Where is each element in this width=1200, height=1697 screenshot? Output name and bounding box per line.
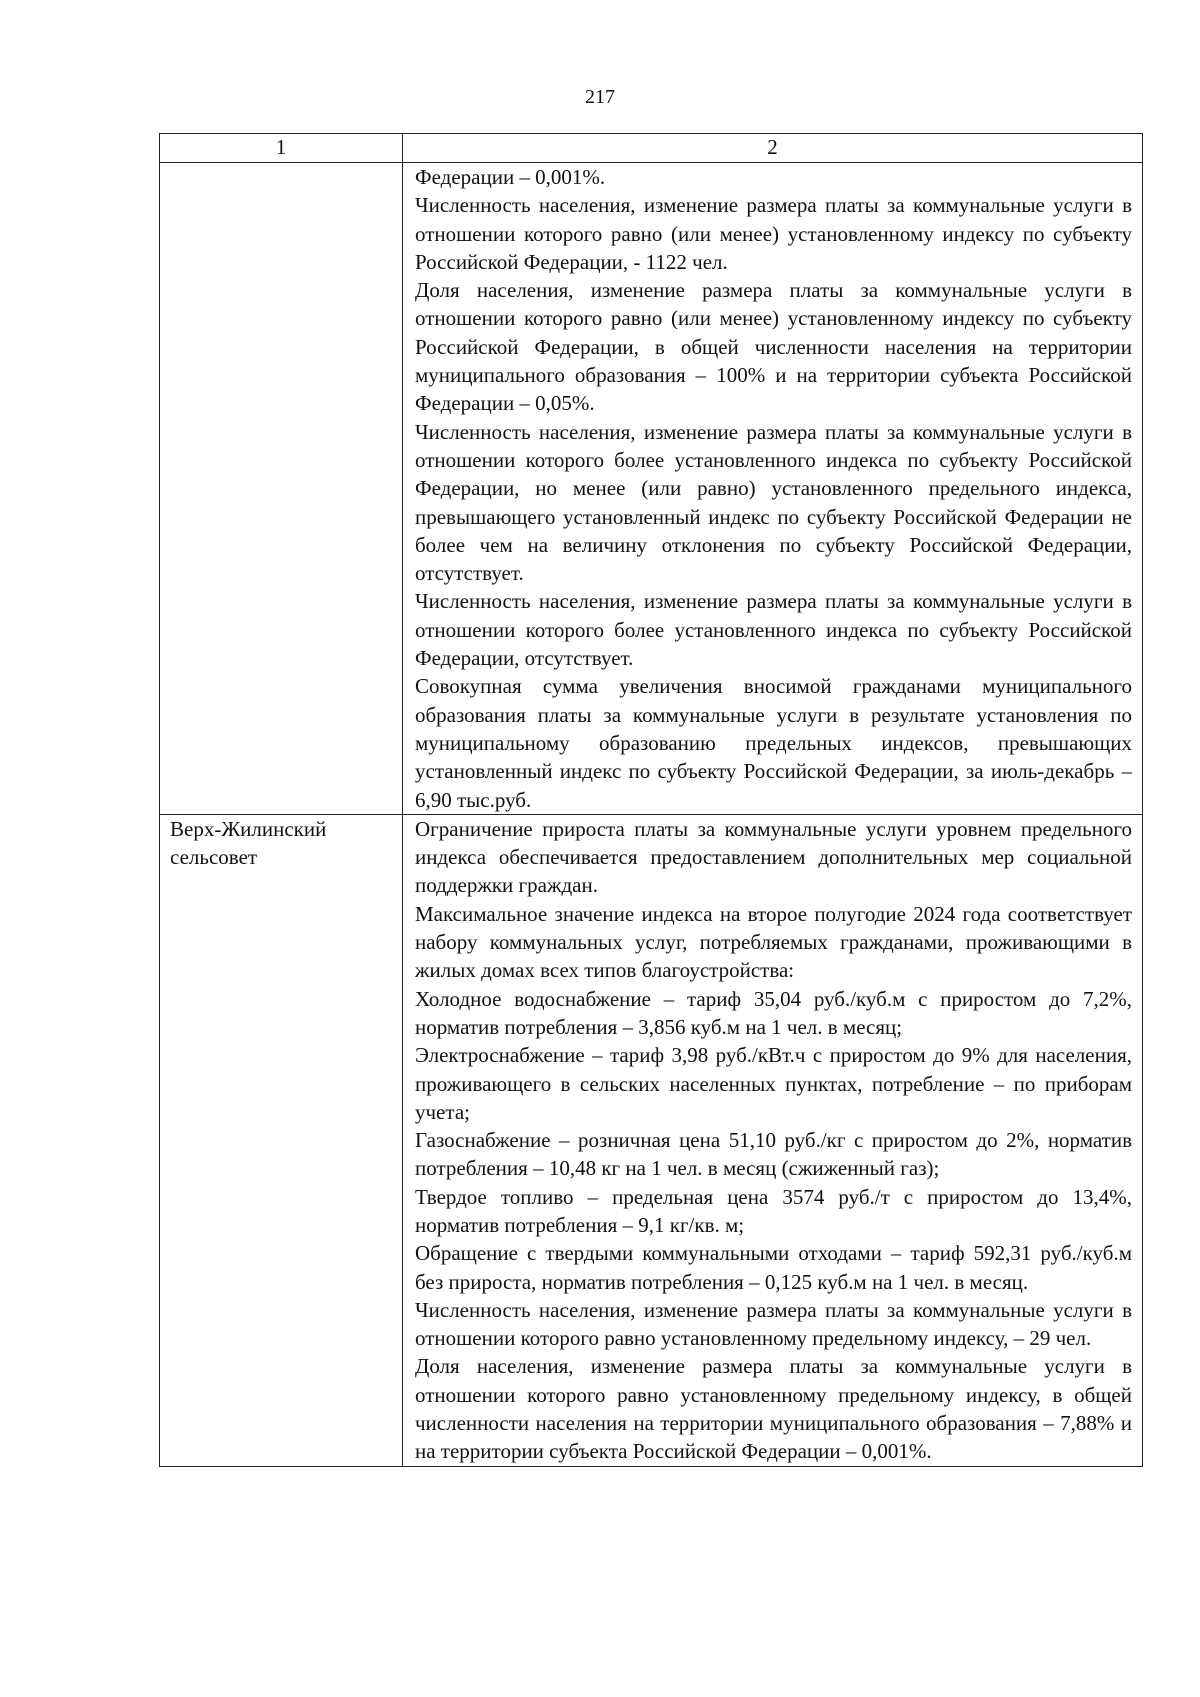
page-number: 217	[585, 86, 615, 108]
description-cell	[403, 163, 1143, 815]
column-header-2: 2	[403, 134, 1143, 163]
paragraph: Совокупная сумма увеличения вносимой гражданами муниципального образования платы за коммунальные услуги в результате установления по муниципальному образованию предельных индексов, превышающих установленный индекс по субъекту Российской Федерации, за июль-декабрь – 6,90 тыс.руб.	[415, 674, 1132, 812]
municipality-name-cell: Верх-Жилинский сельсовет	[160, 814, 403, 1466]
description-cell	[403, 814, 1143, 1466]
document-table	[159, 133, 1143, 1467]
paragraph: Численность населения, изменение размера платы за коммунальные услуги в отношении которого более установленного индекса по субъекту Российской Федерации, отсутствует.	[415, 589, 1132, 671]
paragraph: Газоснабжение – розничная цена 51,10 руб./кг с приростом до 2%, норматив потребления – 10,48 кг на 1 чел. в месяц (сжиженный газ);	[415, 1128, 1132, 1181]
table-row	[160, 163, 1143, 815]
table-header-row	[160, 134, 1143, 163]
paragraph: Электроснабжение – тариф 3,98 руб./кВт.ч с приростом до 9% для населения, проживающего в сельских населенных пунктах, потребление – по приборам учета;	[415, 1043, 1132, 1124]
paragraph: Ограничение прироста платы за коммунальные услуги уровнем предельного индекса обеспечивается предоставлением дополнительных мер социальной поддержки граждан.	[415, 816, 1132, 898]
paragraph: Численность населения, изменение размера платы за коммунальные услуги в отношении которого более установленного индекса по субъекту Российской Федерации, но менее (или равно) установленного предельного индекса, превышающего установленный индекс по субъекту Российской Федерации не более чем на величину отклонения по субъекту Российской Федерации, отсутствует.	[415, 419, 1132, 586]
paragraph: Доля населения, изменение размера платы за коммунальные услуги в отношении которого равно (или менее) установленному индексу по субъекту Российской Федерации, в общей численности населения на территории муниципального образования – 100% и на территории субъекта Российской Федерации – 0,05%.	[415, 278, 1132, 416]
column-header-1: 1	[160, 134, 403, 163]
table-row	[160, 814, 1143, 1466]
paragraph: Твердое топливо – предельная цена 3574 руб./т с приростом до 13,4%, норматив потребления – 9,1 кг/кв. м;	[415, 1184, 1132, 1237]
paragraph: Обращение с твердыми коммунальными отходами – тариф 592,31 руб./куб.м без прироста, норматив потребления – 0,125 куб.м на 1 чел. в месяц.	[415, 1241, 1132, 1294]
municipality-name-cell	[160, 163, 403, 815]
paragraph: Численность населения, изменение размера платы за коммунальные услуги в отношении которого равно установленному предельному индексу, – 29 чел.	[415, 1297, 1132, 1351]
paragraph: Федерации – 0,001%.	[415, 165, 606, 189]
paragraph: Численность населения, изменение размера платы за коммунальные услуги в отношении которого равно (или менее) установленному индексу по субъекту Российской Федерации, - 1122 чел.	[415, 193, 1132, 274]
paragraph: Максимальное значение индекса на второе полугодие 2024 года соответствует набору коммунальных услуг, потребляемых гражданами, проживающими в жилых домах всех типов благоустройства:	[415, 901, 1132, 983]
paragraph: Холодное водоснабжение – тариф 35,04 руб./куб.м с приростом до 7,2%, норматив потребления – 3,856 куб.м на 1 чел. в месяц;	[415, 986, 1132, 1039]
paragraph: Доля населения, изменение размера платы за коммунальные услуги в отношении которого равно установленному предельному индексу, в общей численности населения на территории муниципального образования – 7,88% и на территории субъекта Российской Федерации – 0,001%.	[415, 1354, 1132, 1464]
